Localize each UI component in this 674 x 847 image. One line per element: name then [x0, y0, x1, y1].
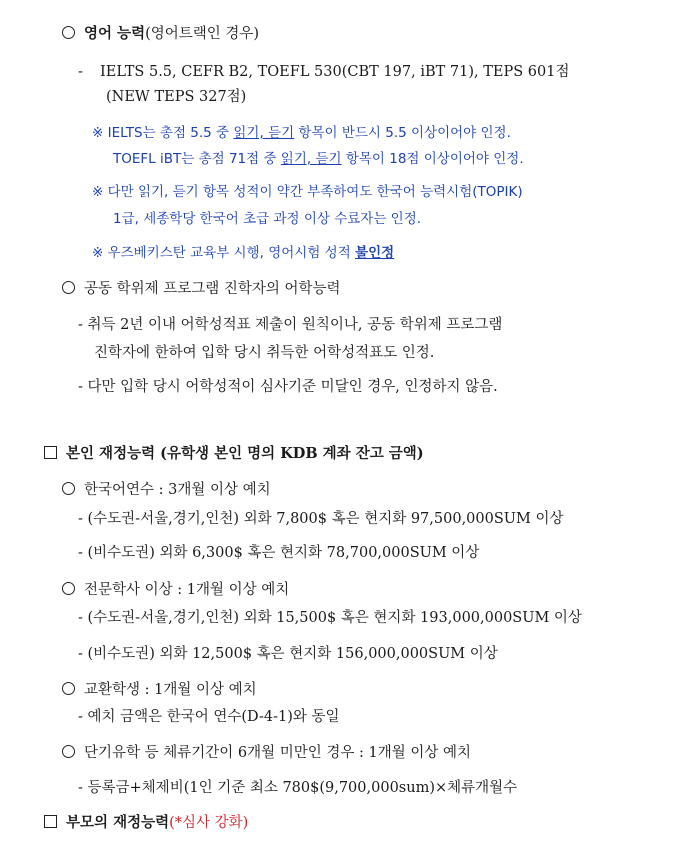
circle-bullet-icon	[62, 682, 75, 695]
degree-heading: 전문학사 이상 : 1개월 이상 예치	[62, 582, 289, 598]
short-term-heading: 단기유학 등 체류기간이 6개월 미만인 경우 : 1개월 이상 예치	[62, 745, 471, 761]
circle-bullet-icon	[62, 745, 75, 758]
heading-note: (영어트랙인 경우)	[145, 26, 260, 42]
english-ability-heading	[62, 26, 259, 42]
korean-noncapital-line: - (비수도권) 외화 6,300$ 혹은 현지화 78,700,000SUM 이상	[78, 545, 480, 561]
short-term-line: - 등록금+체제비(1인 기준 최소 780$(9,700,000sum)×체류개월수	[78, 780, 518, 796]
note-topik-1: ※ 다만 읽기, 듣기 항목 성적이 약간 부족하여도 한국어 능력시험(TOPIK)	[92, 184, 523, 200]
korean-capital-line: - (수도권-서울,경기,인천) 외화 7,800$ 혹은 현지화 97,500,000SUM 이상	[78, 511, 564, 527]
korean-course-heading: 한국어연수 : 3개월 이상 예치	[62, 482, 271, 498]
circle-bullet-icon	[62, 582, 75, 595]
degree-capital-line: - (수도권-서울,경기,인천) 외화 15,500$ 혹은 현지화 193,000,000SUM 이상	[78, 610, 582, 626]
checkbox-square-icon	[44, 446, 57, 459]
joint-line-3: - 다만 입학 당시 어학성적이 심사기준 미달인 경우, 인정하지 않음.	[78, 379, 498, 395]
note-ielts: ※ IELTS는 총점 5.5 중 읽기, 듣기 항목이 반드시 5.5 이상이어야 인정.	[92, 125, 511, 141]
score-line-2: (NEW TEPS 327점)	[106, 89, 247, 105]
circle-bullet-icon	[62, 26, 75, 39]
exchange-heading: 교환학생 : 1개월 이상 예치	[62, 682, 257, 698]
joint-degree-heading: 공동 학위제 프로그램 진학자의 어학능력	[62, 281, 341, 297]
degree-noncapital-line: - (비수도권) 외화 12,500$ 혹은 현지화 156,000,000SUM 이상	[78, 646, 498, 662]
circle-bullet-icon	[62, 281, 75, 294]
checkbox-square-icon	[44, 815, 57, 828]
score-line-1: - IELTS 5.5, CEFR B2, TOEFL 530(CBT 197, iBT 71), TEPS 601점	[78, 64, 570, 80]
note-toefl: TOEFL iBT는 총점 71점 중 읽기, 듣기 항목이 18점 이상이어야 인정.	[113, 151, 524, 167]
own-finance-heading: 본인 재정능력 (유학생 본인 명의 KDB 계좌 잔고 금액)	[44, 446, 424, 462]
note-topik-2: 1급, 세종학당 한국어 초급 과정 이상 수료자는 인정.	[113, 211, 422, 227]
joint-line-2: 진학자에 한하여 입학 당시 취득한 어학성적표도 인정.	[94, 345, 435, 361]
exchange-line: - 예치 금액은 한국어 연수(D-4-1)와 동일	[78, 709, 340, 725]
heading-text: 영어 능력	[84, 25, 146, 42]
parent-finance-heading: 부모의 재정능력(*심사 강화)	[44, 815, 248, 831]
joint-line-1: - 취득 2년 이내 어학성적표 제출이 원칙이나, 공동 학위제 프로그램	[78, 317, 503, 333]
circle-bullet-icon	[62, 482, 75, 495]
note-uzbek: ※ 우즈베키스탄 교육부 시행, 영어시험 성적 불인정	[92, 245, 395, 261]
